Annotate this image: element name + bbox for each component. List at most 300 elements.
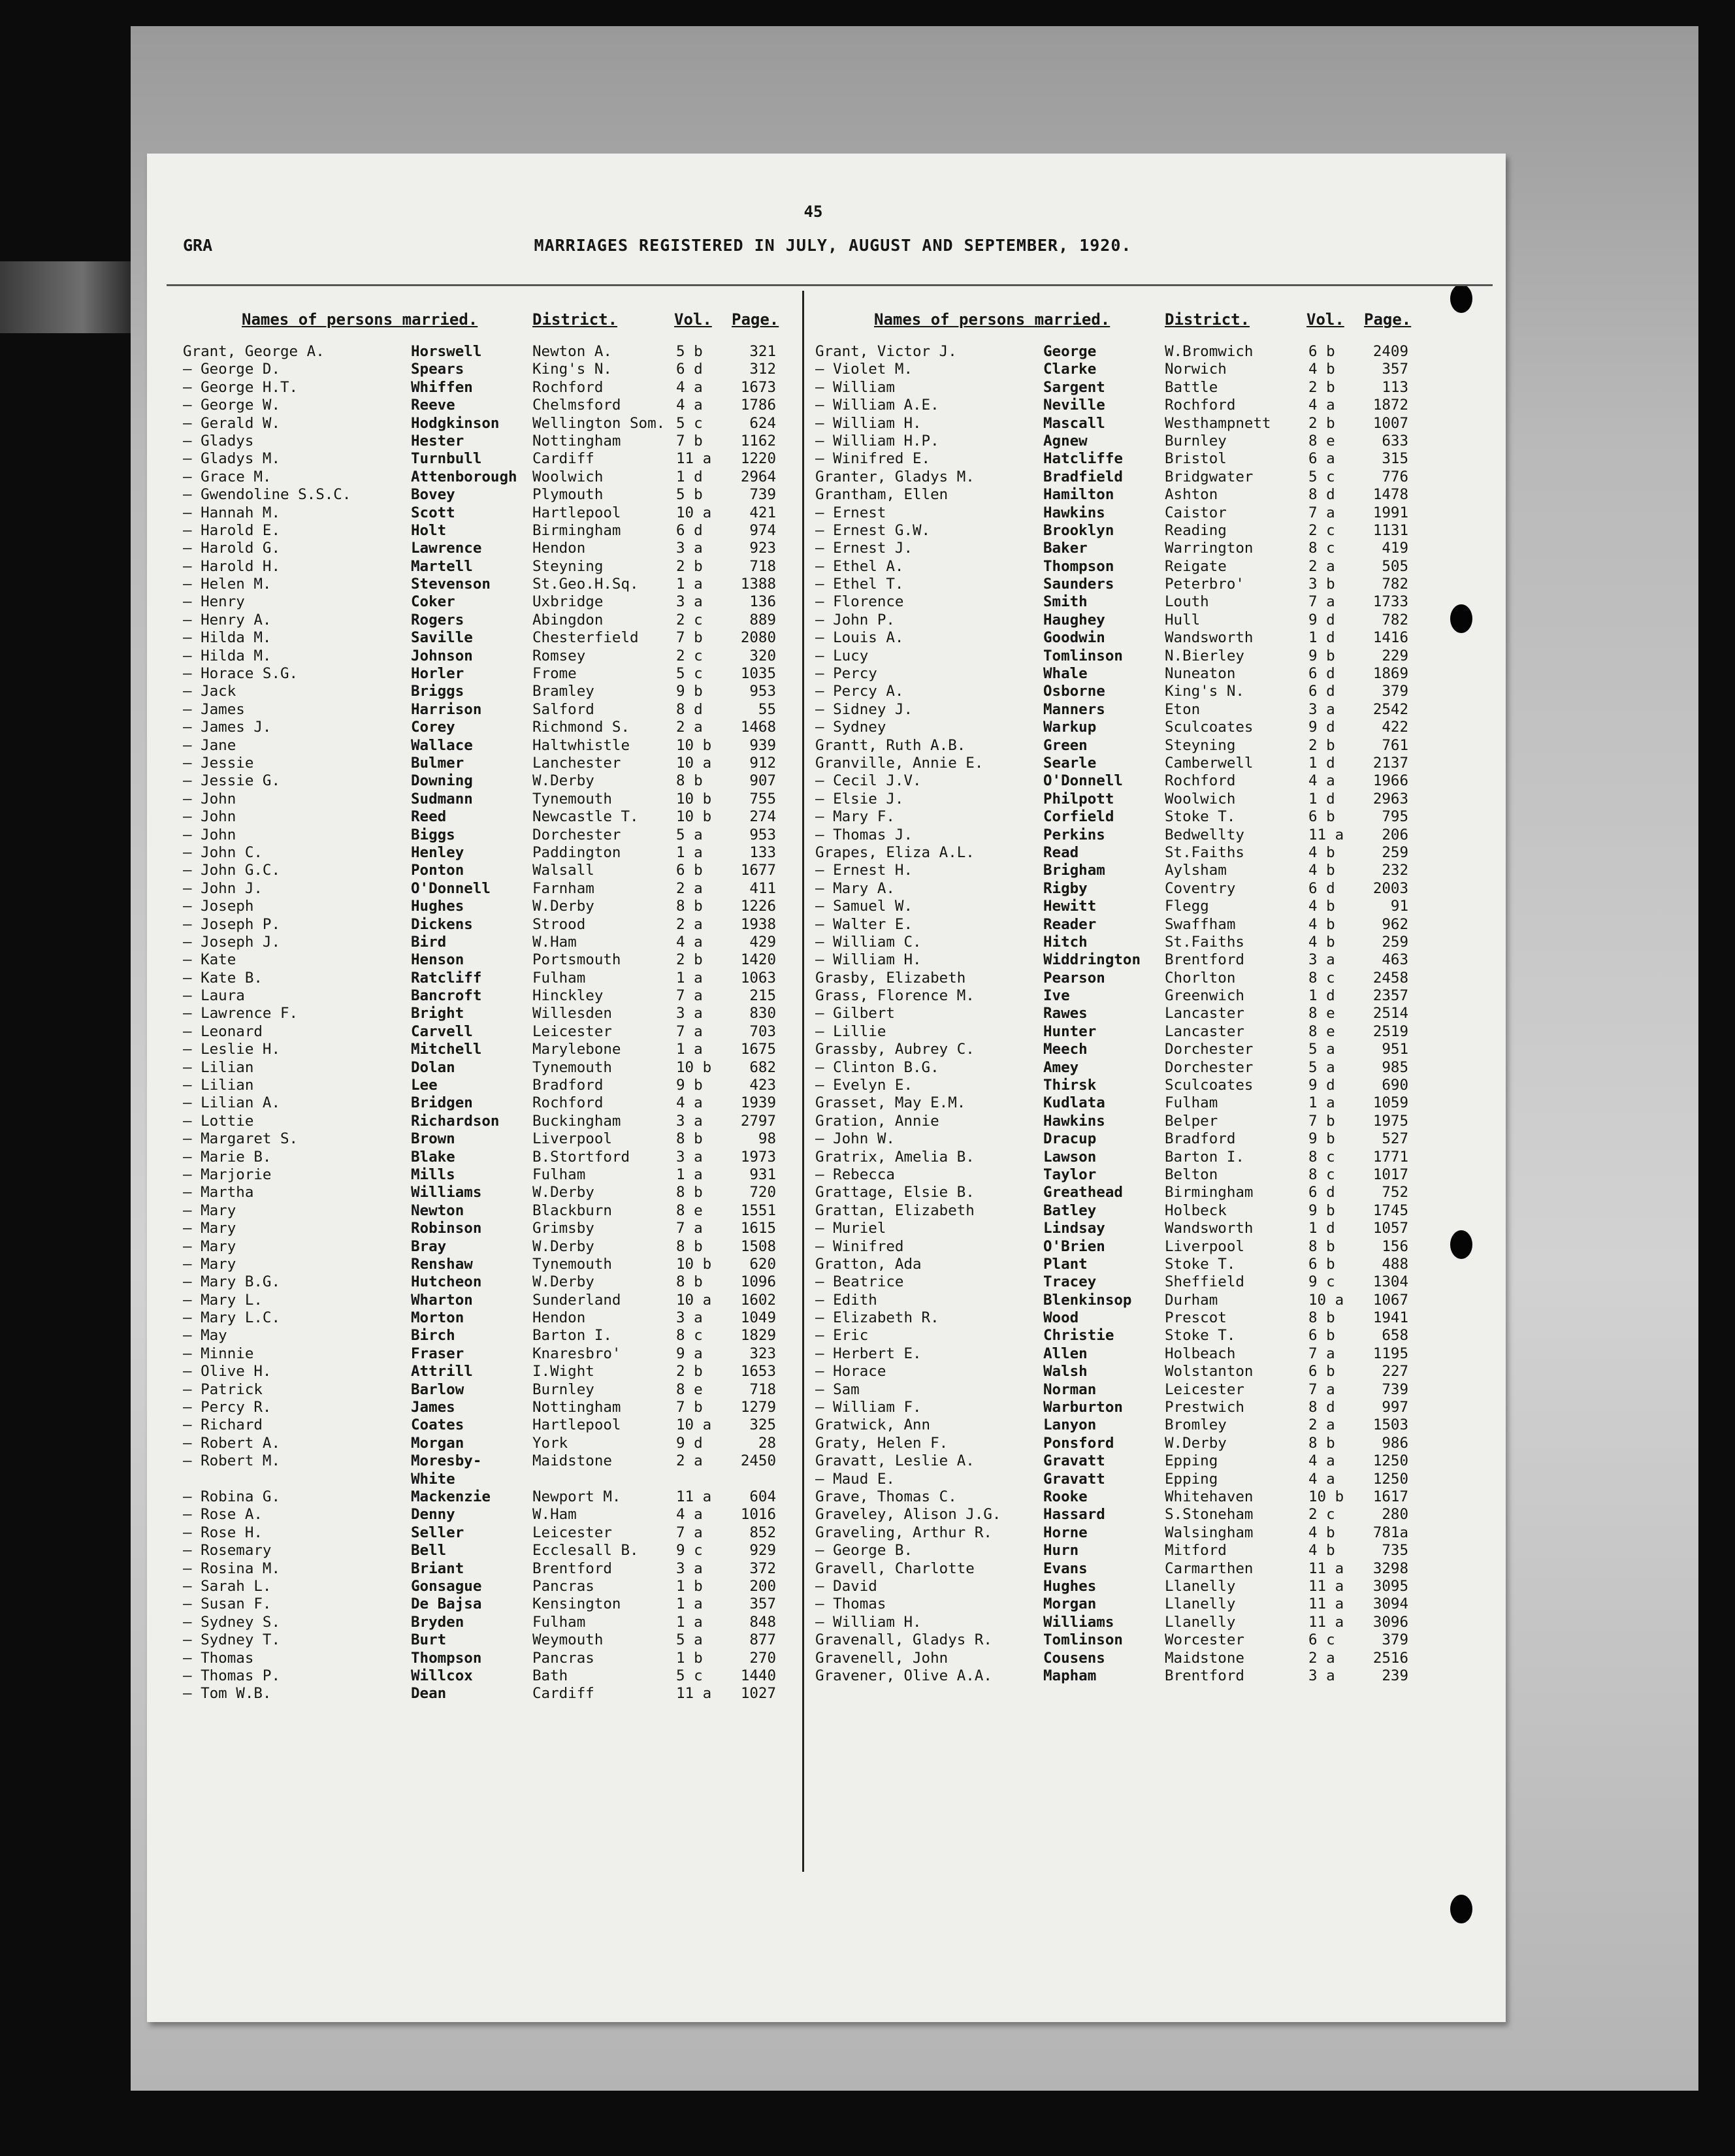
- table-row: [183, 1416, 810, 1434]
- entry-forename: — Ernest G.W.: [815, 521, 931, 539]
- entry-page: 1991: [1372, 504, 1408, 521]
- entry-spouse-surname: Hutcheon: [411, 1273, 482, 1291]
- table-row: [815, 1094, 1442, 1112]
- entry-district: Battle: [1165, 378, 1218, 396]
- table-row: [815, 629, 1442, 647]
- entry-page: 1771: [1372, 1148, 1408, 1166]
- entry-district: W.Derby: [532, 898, 594, 915]
- entry-spouse-surname: Saville: [411, 629, 473, 647]
- entry-volume: 9 a: [676, 1345, 703, 1362]
- entry-forename: Gravenall, Gladys R.: [815, 1631, 992, 1649]
- table-row: [815, 1309, 1442, 1327]
- entry-page: 2357: [1372, 987, 1408, 1005]
- entry-spouse-surname: Lawrence: [411, 540, 482, 557]
- table-row: [815, 522, 1442, 540]
- entry-district: Leicester: [1165, 1380, 1244, 1398]
- entry-page: 830: [749, 1005, 776, 1022]
- table-row: [183, 791, 810, 808]
- table-row: [815, 1578, 1442, 1595]
- entry-forename: — William H.P.: [815, 432, 939, 449]
- entry-page: 200: [749, 1577, 776, 1595]
- entry-district: Stoke T.: [1165, 808, 1236, 826]
- left-column: [183, 310, 810, 1703]
- entry-forename: Gratton, Ada: [815, 1255, 922, 1273]
- entry-volume: 10 b: [676, 808, 712, 826]
- table-row: [815, 1292, 1442, 1309]
- table-row: [183, 397, 810, 414]
- entry-volume: 5 b: [676, 486, 703, 504]
- table-row: [815, 1077, 1442, 1094]
- entry-page: 1673: [740, 378, 776, 396]
- entry-district: Dorchester: [532, 826, 621, 843]
- table-row: [183, 343, 810, 361]
- entry-volume: 1 a: [676, 1613, 703, 1631]
- entry-forename: — Jessie G.: [183, 772, 281, 790]
- entry-district: Mitford: [1165, 1542, 1227, 1560]
- entry-volume: 7 a: [1308, 1380, 1335, 1398]
- entry-spouse-surname: Denny: [411, 1506, 455, 1524]
- entry-district: Rochford: [1165, 397, 1236, 414]
- entry-spouse-surname: Neville: [1043, 397, 1105, 414]
- entry-spouse-surname: Gravatt: [1043, 1470, 1105, 1488]
- entry-district: Grimsby: [532, 1220, 594, 1237]
- entry-page: 953: [749, 826, 776, 843]
- entry-volume: 5 a: [1308, 1058, 1335, 1076]
- entry-district: Burnley: [532, 1380, 594, 1398]
- entry-volume: 9 c: [676, 1542, 703, 1560]
- entry-volume: 2 a: [1308, 1416, 1335, 1434]
- entry-district: Reigate: [1165, 557, 1227, 575]
- entry-spouse-surname: Haughey: [1043, 611, 1105, 629]
- table-row: [815, 1435, 1442, 1452]
- table-row: [815, 1542, 1442, 1560]
- entry-spouse-surname: O'Donnell: [1043, 772, 1123, 790]
- entry-spouse-surname: Bird: [411, 933, 447, 951]
- entry-forename: Granville, Annie E.: [815, 754, 984, 772]
- table-row: [815, 1023, 1442, 1041]
- entry-district: Stoke T.: [1165, 1327, 1236, 1345]
- entry-volume: 8 b: [676, 1184, 703, 1201]
- entry-district: Flegg: [1165, 898, 1209, 915]
- entry-page: 357: [1382, 361, 1408, 378]
- entry-page: 951: [1382, 1041, 1408, 1058]
- entry-volume: 1 a: [676, 1595, 703, 1613]
- table-row: [815, 1005, 1442, 1022]
- entry-spouse-surname: Goodwin: [1043, 629, 1105, 647]
- entry-spouse-surname: Rawes: [1043, 1005, 1088, 1022]
- entry-page: 357: [749, 1595, 776, 1613]
- entry-forename: — Robert A.: [183, 1434, 281, 1452]
- entry-district: Nottingham: [532, 432, 621, 449]
- entry-district: Bradford: [532, 1077, 604, 1094]
- entry-forename: — Clinton B.G.: [815, 1058, 939, 1076]
- entry-volume: 10 a: [676, 754, 712, 772]
- entry-spouse-surname: Bright: [411, 1005, 464, 1022]
- entry-page: 1653: [740, 1363, 776, 1380]
- entry-district: Liverpool: [1165, 1237, 1244, 1255]
- entry-spouse-surname: Turnbull: [411, 450, 482, 468]
- punch-hole-4: [1450, 1895, 1472, 1923]
- entry-district: Greenwich: [1165, 987, 1244, 1005]
- entry-page: 527: [1382, 1130, 1408, 1148]
- entry-spouse-surname: Hawkins: [1043, 1112, 1105, 1130]
- entry-district: Marylebone: [532, 1041, 621, 1058]
- entry-district: Walsall: [532, 862, 594, 879]
- entry-volume: 8 e: [1308, 1022, 1335, 1040]
- entry-spouse-surname: Horler: [411, 665, 464, 683]
- entry-volume: 4 b: [1308, 862, 1335, 879]
- entry-spouse-surname: Green: [1043, 736, 1088, 754]
- entry-district: Cardiff: [532, 450, 594, 468]
- entry-district: Eton: [1165, 700, 1201, 718]
- register-page: [147, 154, 1506, 2022]
- entry-spouse-surname: Hester: [411, 432, 464, 449]
- entry-page: 3094: [1372, 1595, 1408, 1613]
- table-row: [183, 665, 810, 683]
- table-row: [183, 1113, 810, 1130]
- entry-volume: 6 d: [1308, 879, 1335, 897]
- entry-volume: 6 b: [676, 862, 703, 879]
- entry-forename: — Horace: [815, 1363, 886, 1380]
- table-row: [183, 826, 810, 844]
- entry-page: 985: [1382, 1058, 1408, 1076]
- entry-page: 156: [1382, 1237, 1408, 1255]
- entry-forename: — Laura: [183, 987, 245, 1005]
- entry-district: Buckingham: [532, 1112, 621, 1130]
- entry-page: 1388: [740, 576, 776, 593]
- table-row: [183, 1345, 810, 1363]
- entry-forename: — Lottie: [183, 1112, 254, 1130]
- entry-spouse-surname: Read: [1043, 843, 1079, 861]
- entry-volume: 9 b: [1308, 1130, 1335, 1148]
- entry-spouse-surname: Hunter: [1043, 1022, 1097, 1040]
- entry-district: Camberwell: [1165, 754, 1254, 772]
- page-header: Page.: [1364, 310, 1412, 329]
- entry-district: Stoke T.: [1165, 1255, 1236, 1273]
- entry-forename: — Sam: [815, 1380, 860, 1398]
- entry-volume: 2 b: [1308, 736, 1335, 754]
- entry-volume: 9 c: [1308, 1273, 1335, 1291]
- entry-spouse-surname: Sudmann: [411, 790, 473, 808]
- entry-page: 781a: [1372, 1524, 1408, 1541]
- table-row: [183, 1023, 810, 1041]
- entry-page: 1966: [1372, 772, 1408, 790]
- entry-forename: — May: [183, 1327, 227, 1345]
- entry-district: Salford: [532, 700, 594, 718]
- entry-district: Warrington: [1165, 540, 1254, 557]
- entry-district: Holbeach: [1165, 1345, 1236, 1362]
- entry-volume: 1 d: [1308, 754, 1335, 772]
- entry-page: 113: [1382, 378, 1408, 396]
- table-row: [815, 1273, 1442, 1291]
- entry-forename: — Rosina M.: [183, 1560, 281, 1577]
- entry-volume: 4 a: [676, 933, 703, 951]
- entry-page: 2964: [740, 468, 776, 485]
- entry-spouse-surname: Sargent: [1043, 378, 1105, 396]
- right-column-header: [815, 310, 1442, 343]
- entry-forename: — Richard: [183, 1416, 263, 1434]
- table-row: [815, 1524, 1442, 1542]
- entry-volume: 6 b: [1308, 808, 1335, 826]
- table-row: [183, 1309, 810, 1327]
- entry-volume: 9 d: [1308, 611, 1335, 629]
- entry-spouse-surname: Attrill: [411, 1363, 473, 1380]
- entry-district: Peterbro': [1165, 576, 1244, 593]
- entry-spouse-surname: Dean: [411, 1685, 447, 1703]
- entry-spouse-surname: Birch: [411, 1327, 455, 1345]
- entry-spouse-surname: Cousens: [1043, 1649, 1105, 1667]
- table-row: [183, 916, 810, 934]
- entry-volume: 7 a: [1308, 593, 1335, 611]
- entry-page: 931: [749, 1166, 776, 1183]
- entry-forename: — Gwendoline S.S.C.: [183, 486, 351, 504]
- entry-district: Bristol: [1165, 450, 1227, 468]
- entry-district: Hendon: [532, 1309, 586, 1327]
- entry-page: 912: [749, 754, 776, 772]
- entry-spouse-surname: Brigham: [1043, 862, 1105, 879]
- entry-district: Paddington: [532, 843, 621, 861]
- entry-volume: 8 b: [676, 1273, 703, 1291]
- table-row: [815, 1130, 1442, 1148]
- entry-district: Westhampnett: [1165, 414, 1271, 432]
- entry-district: Belton: [1165, 1166, 1218, 1183]
- names-header: Names of persons married.: [242, 310, 478, 329]
- entry-forename: Grapes, Eliza A.L.: [815, 843, 975, 861]
- entry-district: Kensington: [532, 1595, 621, 1613]
- entry-spouse-surname: Thirsk: [1043, 1077, 1097, 1094]
- entry-district: Prescot: [1165, 1309, 1227, 1327]
- entry-volume: 8 b: [676, 898, 703, 915]
- table-row: [815, 1363, 1442, 1380]
- entry-spouse-surname: Ponton: [411, 862, 464, 879]
- entry-forename: Gravell, Charlotte: [815, 1560, 975, 1577]
- entry-volume: 2 a: [1308, 557, 1335, 575]
- entry-volume: 11 a: [1308, 1595, 1344, 1613]
- entry-forename: — Sydney S.: [183, 1613, 281, 1631]
- entry-forename: — William H.: [815, 1613, 922, 1631]
- entry-page: 923: [749, 540, 776, 557]
- entry-spouse-surname: Robinson: [411, 1220, 482, 1237]
- entry-spouse-surname: Willcox: [411, 1667, 473, 1684]
- entry-district: Ecclesall B.: [532, 1542, 639, 1560]
- entry-district: Pancras: [532, 1577, 594, 1595]
- entry-district: Fulham: [532, 1613, 586, 1631]
- entry-page: 379: [1382, 1631, 1408, 1649]
- table-row: [183, 1542, 810, 1560]
- entry-page: 259: [1382, 933, 1408, 951]
- entry-district: Bridgwater: [1165, 468, 1254, 485]
- entry-forename: — Lilian: [183, 1058, 254, 1076]
- entry-volume: 4 a: [1308, 397, 1335, 414]
- table-row: [815, 433, 1442, 450]
- entry-volume: 6 d: [1308, 665, 1335, 683]
- entry-page: 2137: [1372, 754, 1408, 772]
- entry-forename: — Margaret S.: [183, 1130, 299, 1148]
- entry-spouse-surname: Bryden: [411, 1613, 464, 1631]
- entry-volume: 1 d: [1308, 790, 1335, 808]
- entry-forename: — Leslie H.: [183, 1041, 281, 1058]
- table-row: [815, 1149, 1442, 1166]
- entry-district: Frome: [532, 665, 577, 683]
- entry-volume: 8 c: [1308, 540, 1335, 557]
- entry-volume: 2 c: [1308, 521, 1335, 539]
- entry-district: Steyning: [1165, 736, 1236, 754]
- entry-page: 1250: [1372, 1452, 1408, 1470]
- entry-forename: — James: [183, 700, 245, 718]
- entry-volume: 1 d: [676, 468, 703, 485]
- entry-page: 1503: [1372, 1416, 1408, 1434]
- section-code: GRA: [183, 236, 213, 255]
- entry-forename: — Lilian A.: [183, 1094, 281, 1112]
- entry-district: Bromley: [1165, 1416, 1227, 1434]
- table-row: [183, 379, 810, 397]
- table-row: [183, 629, 810, 647]
- entry-district: Romsey: [532, 647, 586, 664]
- entry-district: Hull: [1165, 611, 1201, 629]
- entry-spouse-surname: Widdrington: [1043, 951, 1141, 969]
- entry-forename: — Mary L.C.: [183, 1309, 281, 1327]
- entry-volume: 4 a: [676, 1506, 703, 1524]
- entry-page: 1250: [1372, 1470, 1408, 1488]
- entry-volume: 1 d: [1308, 1220, 1335, 1237]
- entry-spouse-surname: Reeve: [411, 397, 455, 414]
- entry-forename: — Henry A.: [183, 611, 272, 629]
- entry-page: 1975: [1372, 1112, 1408, 1130]
- entry-district: Willesden: [532, 1005, 612, 1022]
- entry-volume: 9 b: [1308, 647, 1335, 664]
- entry-forename: — Lawrence F.: [183, 1005, 299, 1022]
- entry-page: 2080: [740, 629, 776, 647]
- entry-forename: — George B.: [815, 1542, 913, 1560]
- entry-volume: 7 a: [1308, 1345, 1335, 1362]
- entry-spouse-surname: Wood: [1043, 1309, 1079, 1327]
- entry-forename: — John W.: [815, 1130, 895, 1148]
- entry-volume: 4 b: [1308, 915, 1335, 933]
- entry-spouse-surname: Mills: [411, 1166, 455, 1183]
- entry-volume: 4 a: [676, 1094, 703, 1112]
- entry-district: Knaresbro': [532, 1345, 621, 1362]
- entry-district: St.Geo.H.Sq.: [532, 576, 639, 593]
- entry-page: 2516: [1372, 1649, 1408, 1667]
- table-row: [815, 951, 1442, 969]
- entry-volume: 4 b: [1308, 843, 1335, 861]
- entry-spouse-surname: De Bajsa: [411, 1595, 482, 1613]
- entry-page: 325: [749, 1416, 776, 1434]
- entry-page: 2458: [1372, 969, 1408, 987]
- entry-forename: — Sidney J.: [815, 700, 913, 718]
- table-row: [183, 1059, 810, 1077]
- entry-spouse-surname: Bancroft: [411, 987, 482, 1005]
- entry-page: 320: [749, 647, 776, 664]
- entry-district: Rochford: [1165, 772, 1236, 790]
- entry-forename: — Louis A.: [815, 629, 904, 647]
- entry-page: 133: [749, 843, 776, 861]
- entry-forename: — John G.C.: [183, 862, 281, 879]
- entry-volume: 11 a: [1308, 1613, 1344, 1631]
- entry-spouse-surname: Gonsague: [411, 1577, 482, 1595]
- entry-spouse-surname: Hamilton: [1043, 486, 1114, 504]
- entry-volume: 2 a: [676, 879, 703, 897]
- entry-district: Sheffield: [1165, 1273, 1244, 1291]
- entry-volume: 10 b: [676, 1058, 712, 1076]
- entry-volume: 4 a: [1308, 1470, 1335, 1488]
- entry-forename: — John P.: [815, 611, 895, 629]
- entry-district: I.Wight: [532, 1363, 594, 1380]
- entry-volume: 8 b: [676, 772, 703, 790]
- entry-page: 1440: [740, 1667, 776, 1684]
- entry-district: Weymouth: [532, 1631, 604, 1649]
- entry-spouse-surname: Ive: [1043, 987, 1070, 1005]
- entry-forename: Grass, Florence M.: [815, 987, 975, 1005]
- table-row: [183, 522, 810, 540]
- entry-page: 372: [749, 1560, 776, 1577]
- entry-spouse-surname: Harrison: [411, 700, 482, 718]
- entry-district: Leicester: [532, 1524, 612, 1541]
- table-row: [183, 1631, 810, 1649]
- entry-volume: 9 b: [1308, 1201, 1335, 1219]
- entry-forename: — Percy A.: [815, 683, 904, 700]
- table-row: [183, 612, 810, 629]
- entry-spouse-surname: Ponsford: [1043, 1434, 1114, 1452]
- table-row: [183, 1184, 810, 1201]
- entry-district: Woolwich: [1165, 790, 1236, 808]
- entry-spouse-surname: Corfield: [1043, 808, 1114, 826]
- entry-forename: — Lillie: [815, 1022, 886, 1040]
- entry-spouse-surname: White: [411, 1470, 455, 1488]
- entry-page: 2450: [740, 1452, 776, 1470]
- entry-spouse-surname: Dolan: [411, 1058, 455, 1076]
- entry-volume: 3 a: [1308, 700, 1335, 718]
- entry-forename: — Patrick: [183, 1380, 263, 1398]
- entry-spouse-surname: Walsh: [1043, 1363, 1088, 1380]
- entry-district: Aylsham: [1165, 862, 1227, 879]
- entry-page: 658: [1382, 1327, 1408, 1345]
- entry-forename: Grattan, Elizabeth: [815, 1201, 975, 1219]
- entry-district: Fulham: [532, 969, 586, 987]
- entry-spouse-surname: James: [411, 1399, 455, 1416]
- entry-district: N.Bierley: [1165, 647, 1244, 664]
- table-row: [815, 1345, 1442, 1363]
- entry-page: 423: [749, 1077, 776, 1094]
- entry-forename: — Gilbert: [815, 1005, 895, 1022]
- entry-page: 1733: [1372, 593, 1408, 611]
- entry-district: Newton A.: [532, 343, 612, 360]
- entry-district: Barton I.: [1165, 1148, 1244, 1166]
- table-row: [815, 1595, 1442, 1613]
- entry-volume: 8 b: [1308, 1309, 1335, 1327]
- table-row: [183, 934, 810, 951]
- entry-volume: 5 c: [1308, 468, 1335, 485]
- entry-district: Tynemouth: [532, 790, 612, 808]
- entry-district: W.Ham: [532, 1506, 577, 1524]
- table-row: [183, 1130, 810, 1148]
- entry-forename: — Henry: [183, 593, 245, 611]
- table-row: [183, 1292, 810, 1309]
- entry-spouse-surname: Meech: [1043, 1041, 1088, 1058]
- entry-spouse-surname: Mitchell: [411, 1041, 482, 1058]
- entry-spouse-surname: Manners: [1043, 700, 1105, 718]
- right-column: [815, 310, 1442, 1685]
- entry-spouse-surname: Brown: [411, 1130, 455, 1148]
- entry-forename: — John: [183, 808, 236, 826]
- entry-volume: 6 b: [1308, 1255, 1335, 1273]
- entry-page: 321: [749, 343, 776, 360]
- entry-page: 962: [1382, 915, 1408, 933]
- entry-volume: 8 d: [1308, 1399, 1335, 1416]
- entry-spouse-surname: O'Brien: [1043, 1237, 1105, 1255]
- entry-district: Abingdon: [532, 611, 604, 629]
- entry-volume: 8 d: [676, 700, 703, 718]
